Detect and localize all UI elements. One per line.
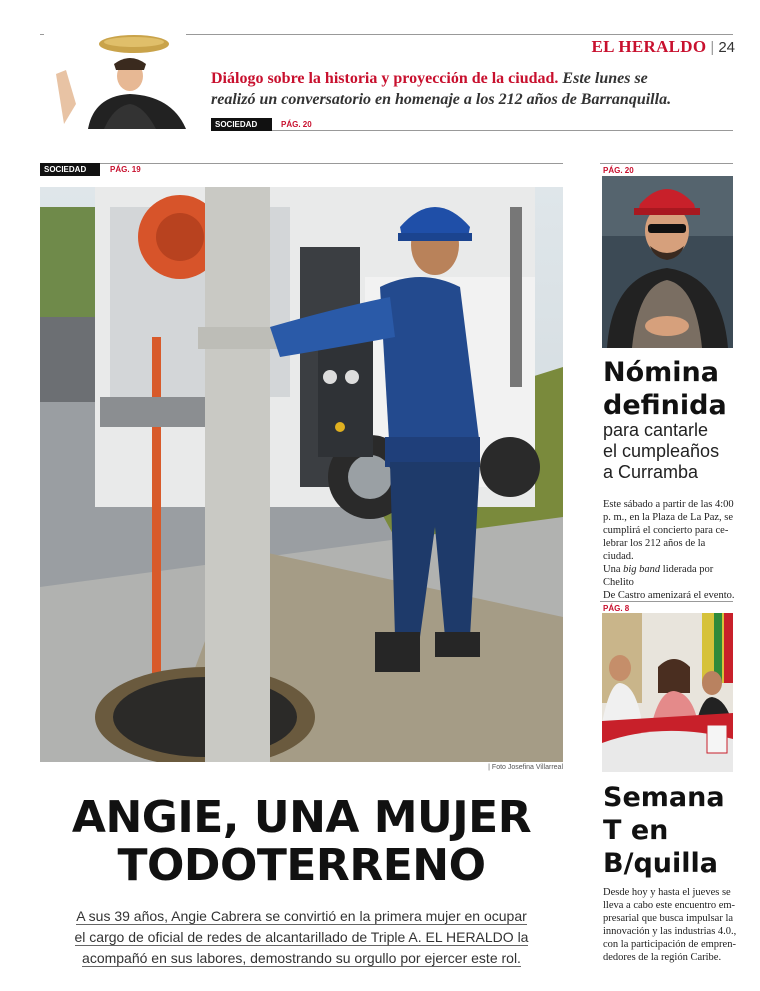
photo-credit: | Foto Josefina Villarreal	[488, 764, 563, 771]
top-teaser-line2: realizó un conversatorio en homenaje a los 212 años de Barranquilla.	[211, 91, 672, 108]
masthead	[560, 37, 735, 57]
top-teaser-page-ref: PÁG. 20	[281, 120, 312, 129]
side1-page-ref: PÁG. 20	[603, 166, 634, 175]
main-page-ref: PÁG. 19	[110, 165, 141, 174]
side1-photo-singer	[602, 176, 733, 348]
dancer-illustration	[44, 34, 186, 129]
main-deck-line2: el cargo de oficial de redes de alcantarillado de Triple A. EL HERALDO la	[74, 929, 529, 945]
side1-body	[603, 498, 738, 602]
side2-headline	[603, 781, 738, 880]
side2-body-line4: innovación y las industrias 4.0.,	[603, 926, 737, 937]
brand-name: EL HERALDO	[591, 37, 707, 56]
side1-body-line3: cumplirá el concierto para ce-	[603, 525, 729, 536]
main-deck-line3: acompañó en sus labores, demostrando su orgullo por ejercer este rol.	[82, 950, 521, 966]
masthead-separator: |	[710, 39, 715, 56]
side1-body-italic: big band	[623, 564, 661, 575]
page-number: 24	[718, 39, 735, 56]
main-photo-worker	[40, 187, 563, 762]
side2-body-line5: con la participación de empren-	[603, 939, 736, 950]
top-teaser-line1	[211, 68, 735, 89]
side2-page-ref: PÁG. 8	[603, 604, 630, 613]
top-teaser-section-tag: SOCIEDAD	[211, 118, 272, 131]
side2-body-line2: lleva a cabo este encuentro em-	[603, 900, 736, 911]
side1-body-line4: lebrar los 212 años de la ciudad.	[603, 538, 706, 562]
side2-headline-line2: T en	[603, 815, 669, 846]
main-section-tag: SOCIEDAD	[40, 163, 100, 176]
side1-headline	[603, 356, 738, 422]
side2-headline-line3: B/quilla	[603, 848, 718, 879]
side2-body	[603, 886, 738, 964]
side1-sub-line2: el cumpleaños	[603, 441, 720, 461]
side1-headline-line1: Nómina	[603, 357, 719, 388]
worker-illustration	[40, 187, 563, 762]
main-headline-line2: TODOTERRENO	[117, 840, 486, 891]
main-deck	[40, 906, 563, 969]
side1-body-line2: p. m., en la Plaza de La Paz, se	[603, 512, 734, 523]
side1-body-line1: Este sábado a partir de las 4:00	[603, 499, 734, 510]
side1-body-line5: Una big band liderada por Chelito	[603, 564, 714, 588]
side2-body-line6: dedores de la región Caribe.	[603, 952, 722, 963]
top-teaser	[211, 68, 735, 110]
side1-subhead	[603, 420, 738, 483]
panel-illustration	[602, 613, 733, 772]
singer-illustration	[602, 176, 733, 348]
side2-body-line1: Desde hoy y hasta el jueves se	[603, 887, 731, 898]
main-headline	[40, 794, 563, 890]
side2-body-line3: presarial que busca impulsar la	[603, 913, 734, 924]
top-teaser-rule	[272, 130, 733, 131]
side1-sub-line3: a Curramba	[603, 462, 699, 482]
main-headline-line1: ANGIE, UNA MUJER	[71, 792, 532, 843]
top-teaser-title: Diálogo sobre la historia y proyección de la ciudad.	[211, 70, 559, 87]
teaser-photo-dancer	[44, 34, 186, 129]
side2-photo-panel	[602, 613, 733, 772]
side1-headline-line2: definida	[603, 390, 727, 421]
top-teaser-line1-rest: Este lunes se	[558, 70, 648, 87]
main-deck-line1: A sus 39 años, Angie Cabrera se convirtió en la primera mujer en ocupar	[76, 908, 527, 924]
side1-sub-line1: para cantarle	[603, 420, 709, 440]
side1-body-line6: De Castro amenizará el evento.	[603, 590, 735, 601]
side2-headline-line1: Semana	[603, 782, 725, 813]
